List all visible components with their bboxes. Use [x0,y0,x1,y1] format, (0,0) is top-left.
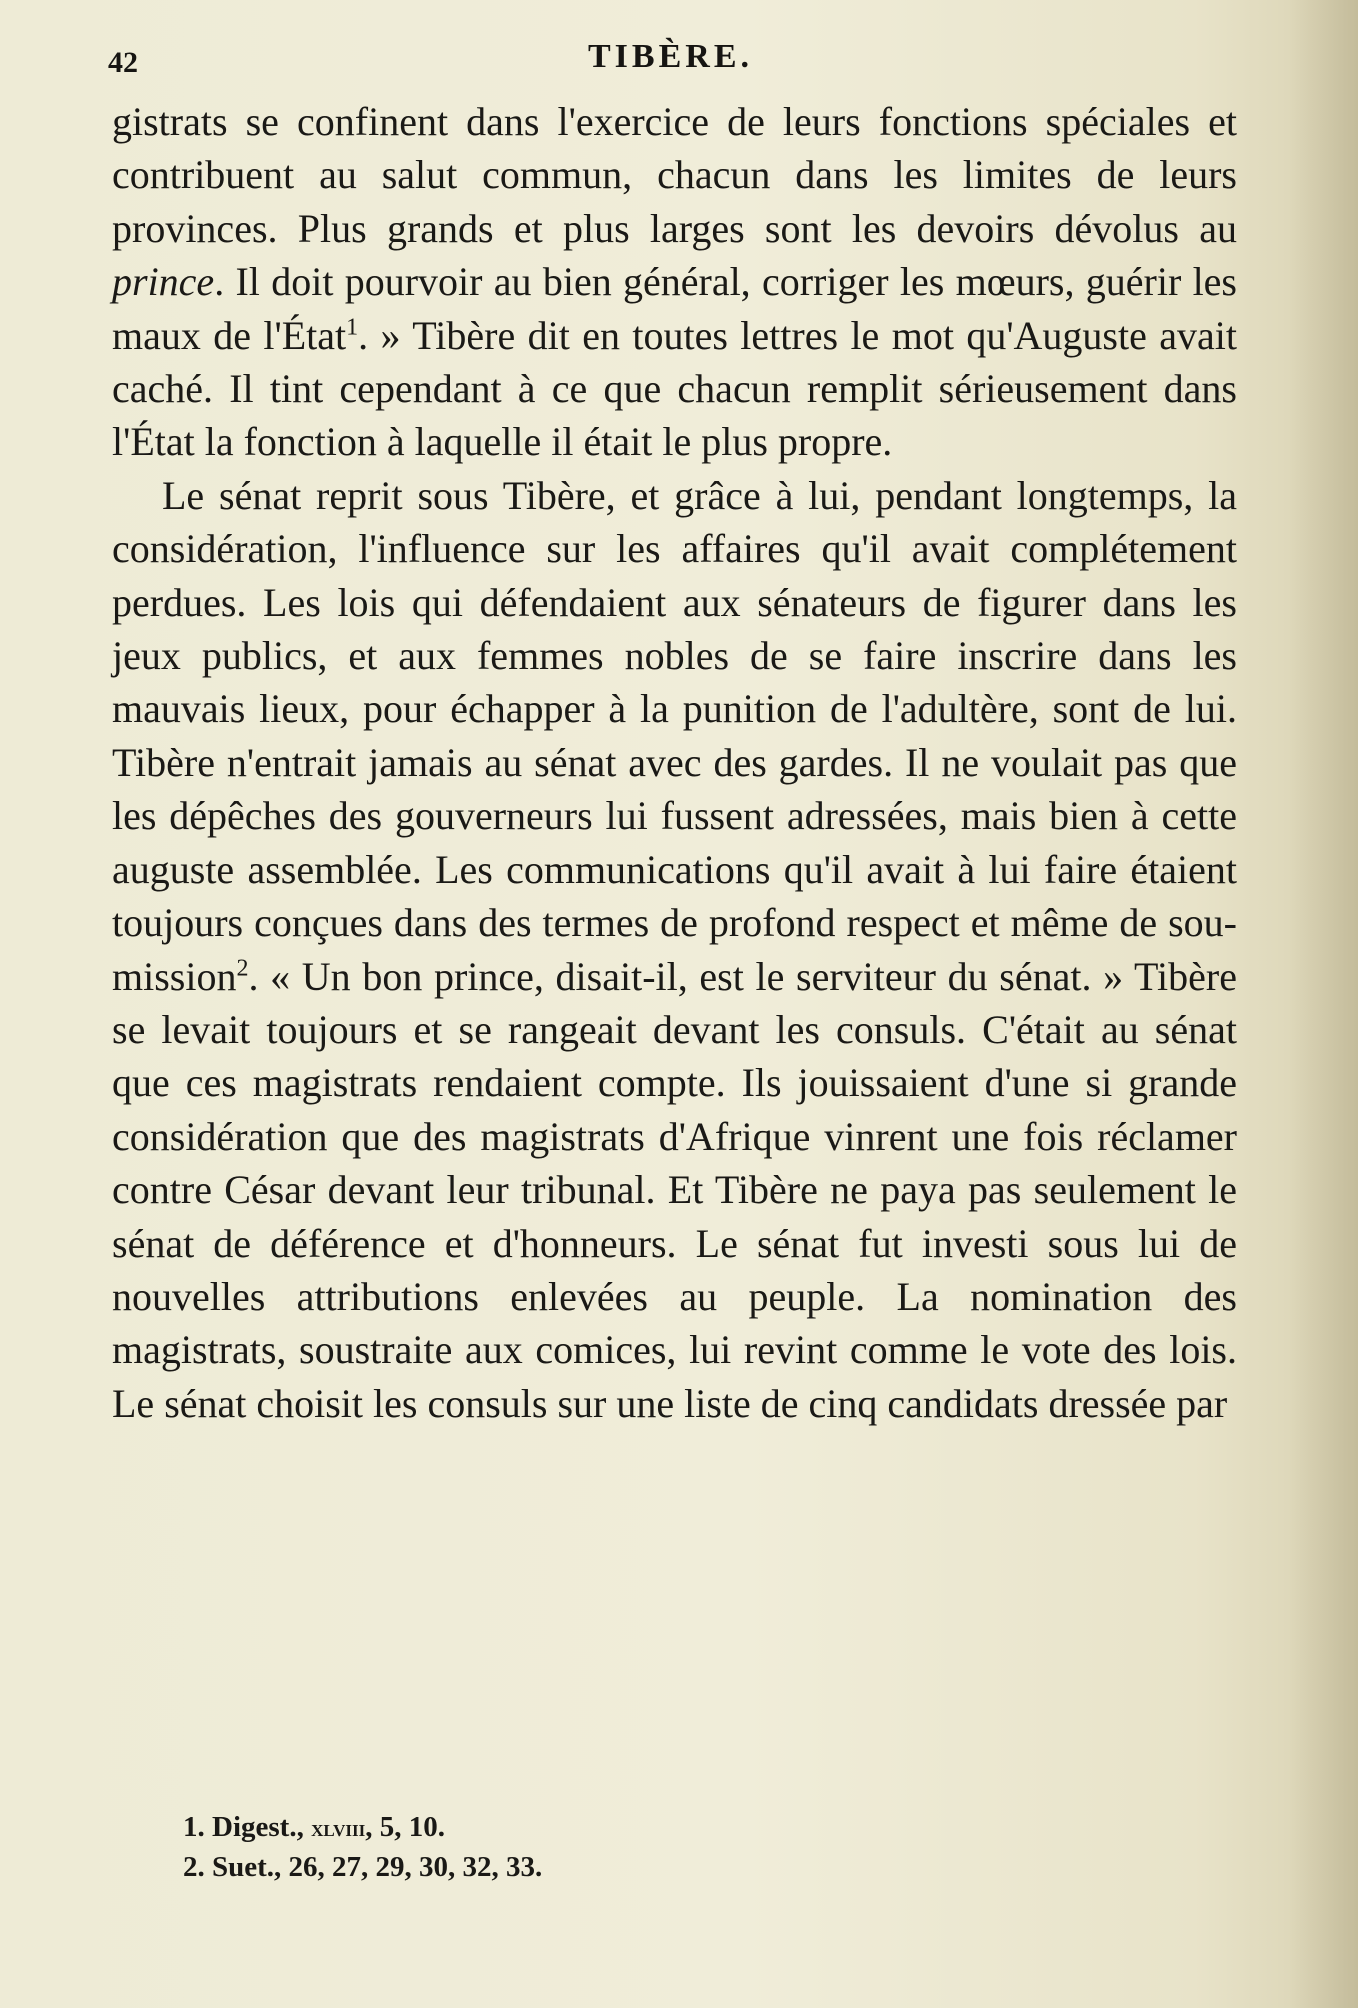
paragraph-1: gistrats se confinent dans l'exercice de leurs fonctions spéciales et contribuent au salut commun, chacun dans les limites de leurs provinces. Plus grands et plus larges sont les devoirs dévolus au prince. Il doit pourvoir au bien général, corriger les mœurs, guérir les maux de l'État$^1$. » Tibère dit en toutes lettres le mot qu'Auguste avait caché. Il tint cependant à ce que chacun remplit sérieusement dans l'État la fonction à laquelle il était le plus propre. [112,99,1237,465]
paragraph-2: Le sénat reprit sous Tibère, et grâce à lui, pendant longtemps, la considération, l'influence sur les affaires qu'il avait complétement perdues. Les lois qui défendaient aux sénateurs de figurer dans les jeux publics, et aux femmes nobles de se faire inscrire dans les mauvais lieux, pour échapper à la punition de l'adultère, sont de lui. Tibère n'entrait jamais au sénat avec des gardes. Il ne voulait pas que les dépêches des gouverneurs lui fussent adressées, mais bien à cette auguste assemblée. Les communications qu'il avait à lui faire étaient toujours conçues dans des termes de profond respect et même de soumission$^2$. « Un bon prince, disait-il, est le serviteur du sénat. » Tibère se levait toujours et se rangeait devant les consuls. C'était au sénat que ces magistrats rendaient compte. Ils jouissaient d'une si grande considération que des magistrats d'Afrique vinrent une fois réclamer contre César devant leur tribunal. Et Tibère ne paya pas seulement le sénat de déférence et d'honneurs. Le sénat fut investi sous lui de nouvelles attributions enlevées au peuple. La nomination des magistrats, soustraite aux comices, lui revint comme le vote des lois. Le sénat choisit les consuls sur une liste de cinq candidats dressée par [112,472,1237,1426]
footnote-2: 2. Suet., 26, 27, 29, 30, 32, 33. [183,1851,543,1883]
page-edge-shadow [1288,0,1358,2008]
main-text [112,95,1237,1430]
running-title: TIBÈRE. [588,38,753,75]
footnote-ref-2: 2 [236,955,249,982]
page-number: 42 [108,46,138,79]
running-header [108,38,1258,88]
footnote-1: 1. Digest., xlviii, 5, 10. [183,1811,446,1843]
footnote-ref-1: 1 [346,314,359,341]
footnotes [183,1808,1083,1888]
emphasis-prince: prince [112,259,215,305]
